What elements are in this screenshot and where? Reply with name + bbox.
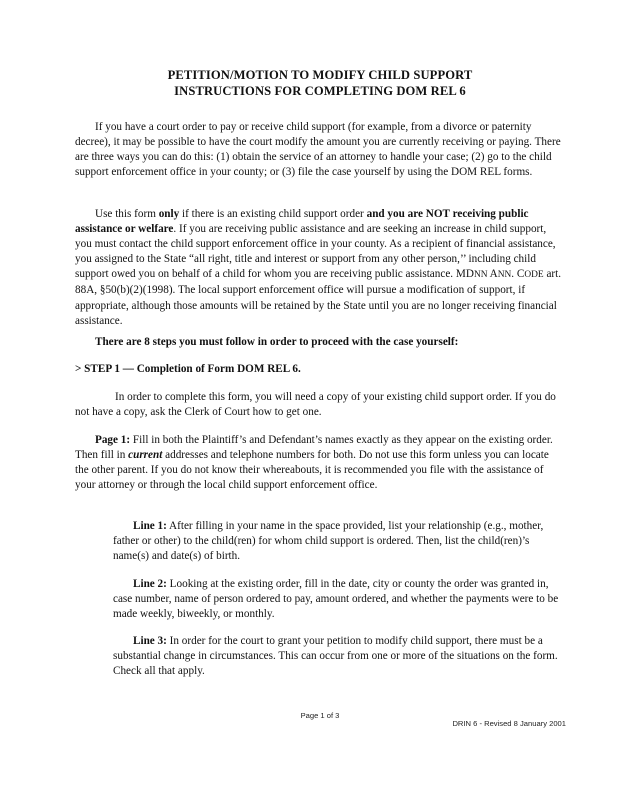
document-title — [0, 67, 640, 99]
title-line-1: PETITION/MOTION TO MODIFY CHILD SUPPORT — [167, 68, 473, 82]
steps-heading: There are 8 steps you must follow in order to proceed with the case yourself: — [95, 336, 459, 348]
step-1-text: In order to complete this form, you will need a copy of your existing child support order. If you do not have a copy, ask the Clerk of Court how to get one. — [75, 391, 556, 419]
intro-paragraph: If you have a court order to pay or receive child support (for example, from a divorce or paternity decree), it may be possible to have the court modify the amount you are currently receiving or paying. There are three ways you can do this: (1) obtain the service of an attorney to handle your case; (2) go to the child support enforcement office in your county; or (3) file the case yourself by using the DOM REL forms. — [75, 121, 561, 179]
line-2-paragraph: Line 2: Looking at the existing order, fill in the date, city or county the order was granted in, case number, name of person ordered to pay, amount ordered, and whether the payments were to be made weekly, biweekly, or monthly. — [113, 578, 559, 621]
title-line-2: INSTRUCTIONS FOR COMPLETING DOM REL 6 — [174, 84, 466, 98]
use-form-paragraph: Use this form only if there is an existing child support order and you are NOT receiving public assistance or welfare. If you are receiving public assistance and are seeking an increase in child support, you must contact the child support enforcement office in your county. As a recipient of financial assistance, you assigned to the State “all right, title and interest or support from any other person,’’ including child support owed you on behalf of a child for whom you are receiving public assistance. MDNN ANN. CODE art. 88A, §50(b)(2)(1998). The local support enforcement office will pursue a modification of support, if appropriate, although those amounts will be retained by the State until you are no longer receiving financial assistance. — [75, 208, 562, 327]
page-number: Page 1 of 3 — [300, 711, 340, 720]
page-1-paragraph: Page 1: Fill in both the Plaintiff’s and Defendant’s names exactly as they appear on the existing order. Then fill in current addresses and telephone numbers for both. Do not use this form unless you can locate the other parent. If you do not know their whereabouts, it is recommended you file with the assistance of your attorney or through the local child support enforcement office. — [75, 434, 553, 492]
line-1-paragraph: Line 1: After filling in your name in the space provided, list your relationship (e.g., mother, father or other) to the child(ren) for whom child support is ordered. Then, list the child(ren)’s name(s) and date(s) of birth. — [113, 520, 544, 563]
revision-note: DRIN 6 - Revised 8 January 2001 — [452, 719, 566, 728]
step-1-heading: > STEP 1 — Completion of Form DOM REL 6. — [75, 363, 301, 375]
line-3-paragraph: Line 3: In order for the court to grant your petition to modify child support, there must be a substantial change in circumstances. This can occur from one or more of the situations on the form. Check all that apply. — [113, 635, 558, 678]
